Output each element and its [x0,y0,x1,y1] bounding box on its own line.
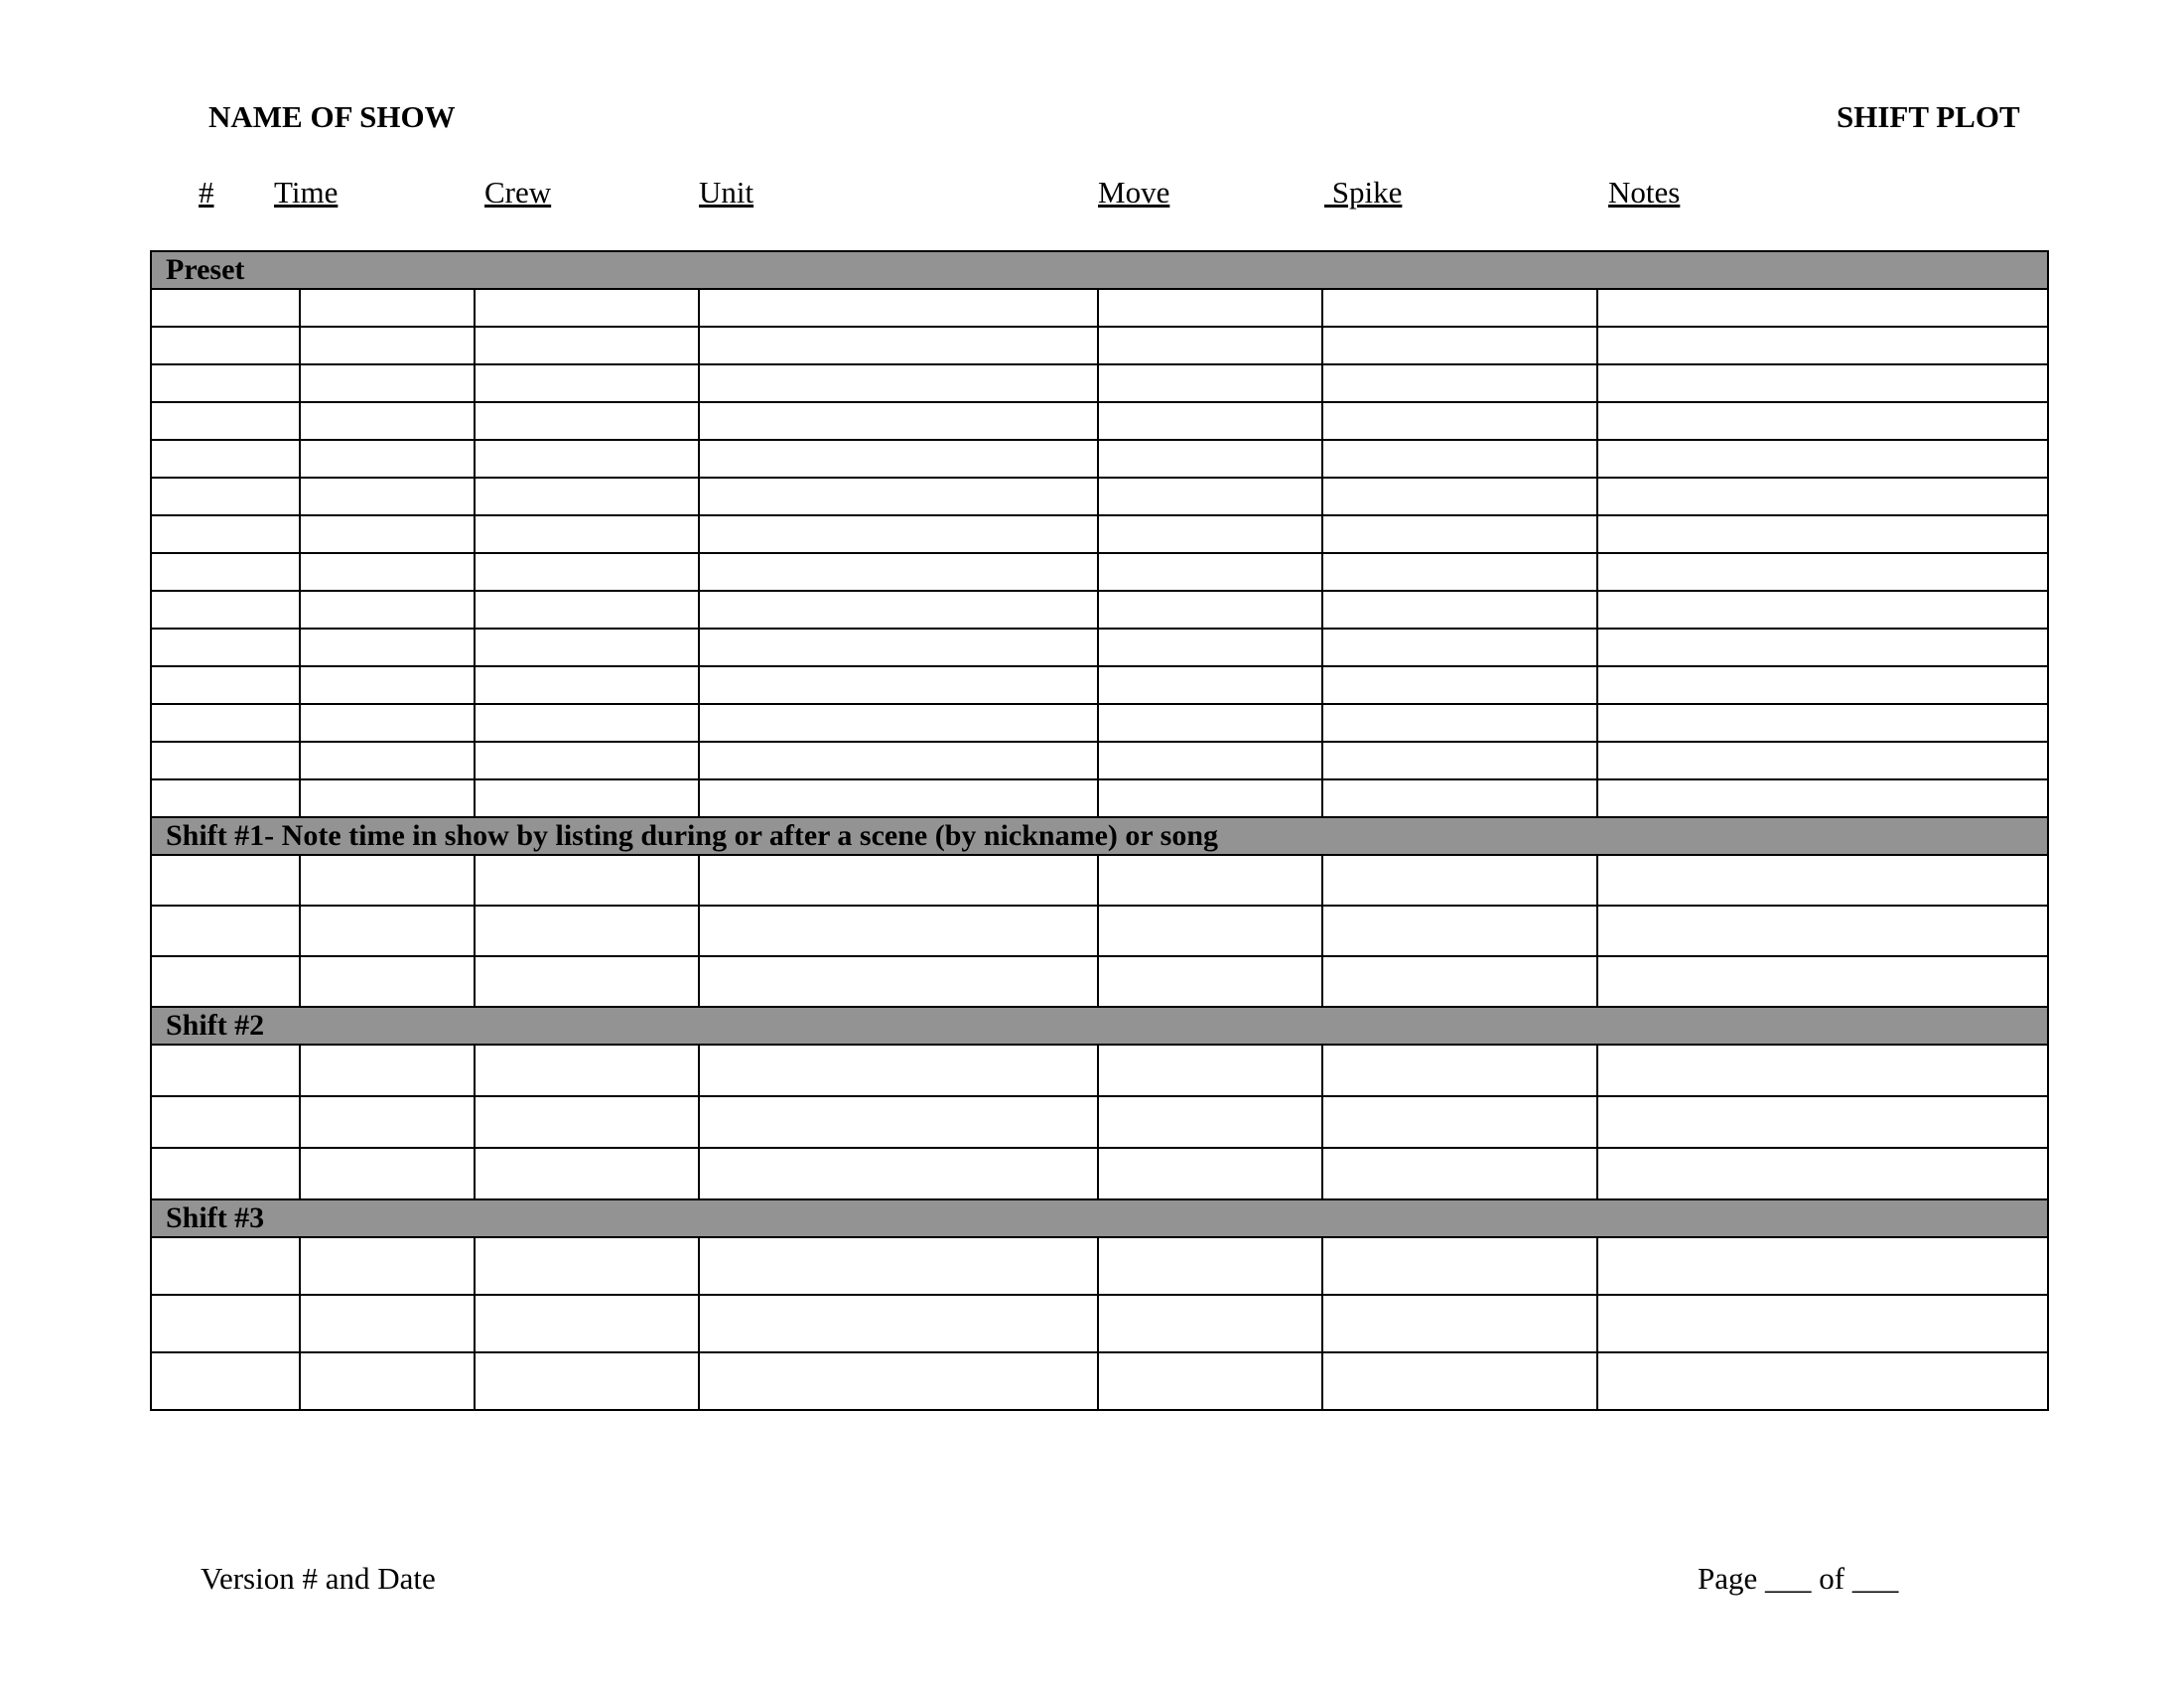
table-row [151,742,2048,779]
table-cell[interactable] [1597,591,2048,629]
table-cell[interactable] [1098,629,1322,666]
section-title: Shift #2 [151,1007,2048,1045]
table-cell[interactable] [1098,289,1322,327]
table-cell[interactable] [1597,1295,2048,1352]
table-cell[interactable] [699,855,1098,906]
column-header-move: Move [1098,175,1170,210]
table-cell[interactable] [1098,906,1322,956]
table-cell[interactable] [1597,327,2048,364]
table-cell[interactable] [151,855,300,906]
table-row [151,956,2048,1007]
table-cell[interactable] [1322,402,1597,440]
table-cell[interactable] [1098,704,1322,742]
table-row [151,855,2048,906]
table-cell[interactable] [300,742,475,779]
table-cell[interactable] [699,478,1098,515]
table-cell[interactable] [699,704,1098,742]
table-row [151,704,2048,742]
table-row [151,1237,2048,1295]
table-cell[interactable] [1322,1096,1597,1148]
table-row [151,289,2048,327]
table-cell[interactable] [475,1045,699,1096]
table-cell[interactable] [1597,1352,2048,1410]
table-cell[interactable] [1322,906,1597,956]
table-cell[interactable] [151,666,300,704]
table-cell[interactable] [151,327,300,364]
table-cell[interactable] [300,402,475,440]
table-cell[interactable] [1098,1096,1322,1148]
table-cell[interactable] [475,478,699,515]
table-cell[interactable] [1597,855,2048,906]
table-row [151,666,2048,704]
show-name: NAME OF SHOW [208,99,456,134]
table-cell[interactable] [475,1352,699,1410]
table-cell[interactable] [151,1237,300,1295]
table-cell[interactable] [1098,327,1322,364]
table-cell[interactable] [1098,1237,1322,1295]
table-cell[interactable] [475,704,699,742]
table-cell[interactable] [1597,440,2048,478]
table-cell[interactable] [475,515,699,553]
table-cell[interactable] [151,364,300,402]
table-cell[interactable] [699,553,1098,591]
table-cell[interactable] [1322,478,1597,515]
table-cell[interactable] [475,956,699,1007]
table-cell[interactable] [300,591,475,629]
table-cell[interactable] [300,855,475,906]
section-title: Shift #1- Note time in show by listing during or after a scene (by nickname) or song [151,817,2048,855]
table-cell[interactable] [1098,1295,1322,1352]
table-cell[interactable] [151,1148,300,1199]
table-cell[interactable] [475,289,699,327]
table-cell[interactable] [151,906,300,956]
table-cell[interactable] [151,515,300,553]
table-cell[interactable] [1597,289,2048,327]
table-cell[interactable] [300,629,475,666]
table-cell[interactable] [1597,956,2048,1007]
table-cell[interactable] [1322,1148,1597,1199]
table-row [151,779,2048,817]
table-row [151,1148,2048,1199]
document-title: SHIFT PLOT [1837,99,2020,134]
table-cell[interactable] [475,1295,699,1352]
table-cell[interactable] [1597,553,2048,591]
table-cell[interactable] [475,666,699,704]
table-cell[interactable] [1322,364,1597,402]
table-cell[interactable] [300,515,475,553]
table-cell[interactable] [475,906,699,956]
table-cell[interactable] [1098,1148,1322,1199]
section-title: Preset [151,251,2048,289]
table-cell[interactable] [151,289,300,327]
table-cell[interactable] [699,1237,1098,1295]
table-cell[interactable] [1322,956,1597,1007]
table-cell[interactable] [1098,779,1322,817]
table-cell[interactable] [151,591,300,629]
table-cell[interactable] [1322,553,1597,591]
table-cell[interactable] [1597,666,2048,704]
table-cell[interactable] [1597,515,2048,553]
table-cell[interactable] [151,1045,300,1096]
table-cell[interactable] [1098,666,1322,704]
table-cell[interactable] [151,956,300,1007]
table-cell[interactable] [1322,1045,1597,1096]
table-cell[interactable] [151,704,300,742]
table-cell[interactable] [475,364,699,402]
table-cell[interactable] [151,1352,300,1410]
table-row [151,364,2048,402]
table-cell[interactable] [475,1148,699,1199]
table-cell[interactable] [699,1295,1098,1352]
table-cell[interactable] [300,289,475,327]
column-header-crew: Crew [484,175,552,210]
table-cell[interactable] [151,553,300,591]
table-cell[interactable] [1597,704,2048,742]
table-cell[interactable] [1322,289,1597,327]
table-cell[interactable] [1322,855,1597,906]
table-cell[interactable] [1597,906,2048,956]
table-row [151,440,2048,478]
table-row [151,1096,2048,1148]
table-cell[interactable] [1597,1045,2048,1096]
table-cell[interactable] [1597,1096,2048,1148]
table-cell[interactable] [1597,364,2048,402]
table-cell[interactable] [699,629,1098,666]
table-cell[interactable] [475,855,699,906]
table-cell[interactable] [1597,779,2048,817]
table-cell[interactable] [475,591,699,629]
table-cell[interactable] [699,666,1098,704]
table-cell[interactable] [1597,629,2048,666]
table-cell[interactable] [151,742,300,779]
table-cell[interactable] [475,327,699,364]
table-cell[interactable] [1098,1352,1322,1410]
table-row [151,629,2048,666]
table-cell[interactable] [475,440,699,478]
table-row [151,1045,2048,1096]
table-cell[interactable] [300,906,475,956]
table-cell[interactable] [1322,666,1597,704]
shift-plot-table [150,250,2049,1411]
table-cell[interactable] [300,553,475,591]
table-cell[interactable] [1597,478,2048,515]
table-cell[interactable] [475,629,699,666]
table-cell[interactable] [699,289,1098,327]
table-cell[interactable] [1098,591,1322,629]
table-cell[interactable] [300,779,475,817]
table-cell[interactable] [699,1352,1098,1410]
table-cell[interactable] [1322,440,1597,478]
section-header [151,1007,2048,1045]
table-cell[interactable] [1098,402,1322,440]
table-cell[interactable] [300,666,475,704]
table-cell[interactable] [151,440,300,478]
table-row [151,1352,2048,1410]
table-row [151,1295,2048,1352]
table-cell[interactable] [1098,440,1322,478]
table-cell[interactable] [475,779,699,817]
table-cell[interactable] [1597,1237,2048,1295]
table-cell[interactable] [699,1045,1098,1096]
table-cell[interactable] [151,629,300,666]
column-header-time: Time [274,175,339,210]
table-cell[interactable] [300,704,475,742]
page-number-label: Page ___ of ___ [1698,1561,1899,1596]
section-title: Shift #3 [151,1199,2048,1237]
table-cell[interactable] [475,402,699,440]
table-cell[interactable] [1098,364,1322,402]
table-cell[interactable] [300,1148,475,1199]
table-cell[interactable] [699,742,1098,779]
table-cell[interactable] [699,1148,1098,1199]
table-cell[interactable] [475,1096,699,1148]
table-cell[interactable] [475,742,699,779]
column-header-spike: Spike [1324,175,1403,210]
table-cell[interactable] [300,364,475,402]
table-cell[interactable] [151,478,300,515]
table-cell[interactable] [1597,742,2048,779]
table-cell[interactable] [300,956,475,1007]
table-cell[interactable] [699,956,1098,1007]
table-row [151,402,2048,440]
table-cell[interactable] [699,327,1098,364]
table-cell[interactable] [699,402,1098,440]
table-cell[interactable] [151,402,300,440]
table-cell[interactable] [300,1096,475,1148]
table-row [151,327,2048,364]
table-cell[interactable] [1322,779,1597,817]
column-header-unit: Unit [699,175,754,210]
table-row [151,591,2048,629]
table-cell[interactable] [300,1352,475,1410]
table-cell[interactable] [699,440,1098,478]
table-row [151,515,2048,553]
table-cell[interactable] [1597,402,2048,440]
section-header [151,251,2048,289]
table-cell[interactable] [1098,1045,1322,1096]
table-cell[interactable] [300,440,475,478]
table-cell[interactable] [1322,327,1597,364]
table-cell[interactable] [699,906,1098,956]
table-cell[interactable] [699,779,1098,817]
table-cell[interactable] [1322,742,1597,779]
table-cell[interactable] [1098,515,1322,553]
table-cell[interactable] [1322,1295,1597,1352]
table-cell[interactable] [151,779,300,817]
table-cell[interactable] [1098,742,1322,779]
table-cell[interactable] [699,364,1098,402]
table-cell[interactable] [1098,553,1322,591]
table-cell[interactable] [699,515,1098,553]
table-cell[interactable] [1322,515,1597,553]
section-header [151,817,2048,855]
table-cell[interactable] [475,553,699,591]
table-cell[interactable] [151,1096,300,1148]
table-cell[interactable] [300,1237,475,1295]
table-cell[interactable] [1098,855,1322,906]
column-header-notes: Notes [1608,175,1681,210]
table-cell[interactable] [300,1295,475,1352]
table-cell[interactable] [1098,478,1322,515]
table-cell[interactable] [475,1237,699,1295]
table-row [151,478,2048,515]
section-header [151,1199,2048,1237]
table-cell[interactable] [1322,1237,1597,1295]
table-cell[interactable] [1322,704,1597,742]
table-row [151,553,2048,591]
table-cell[interactable] [699,1096,1098,1148]
table-cell[interactable] [1322,591,1597,629]
table-cell[interactable] [1322,1352,1597,1410]
table-cell[interactable] [699,591,1098,629]
table-row [151,906,2048,956]
table-cell[interactable] [1322,629,1597,666]
table-cell[interactable] [1098,956,1322,1007]
table-cell[interactable] [151,1295,300,1352]
version-date-label: Version # and Date [201,1561,436,1596]
table-cell[interactable] [300,478,475,515]
table-cell[interactable] [300,327,475,364]
table-cell[interactable] [1597,1148,2048,1199]
column-header-number: # [199,175,214,210]
table-cell[interactable] [300,1045,475,1096]
